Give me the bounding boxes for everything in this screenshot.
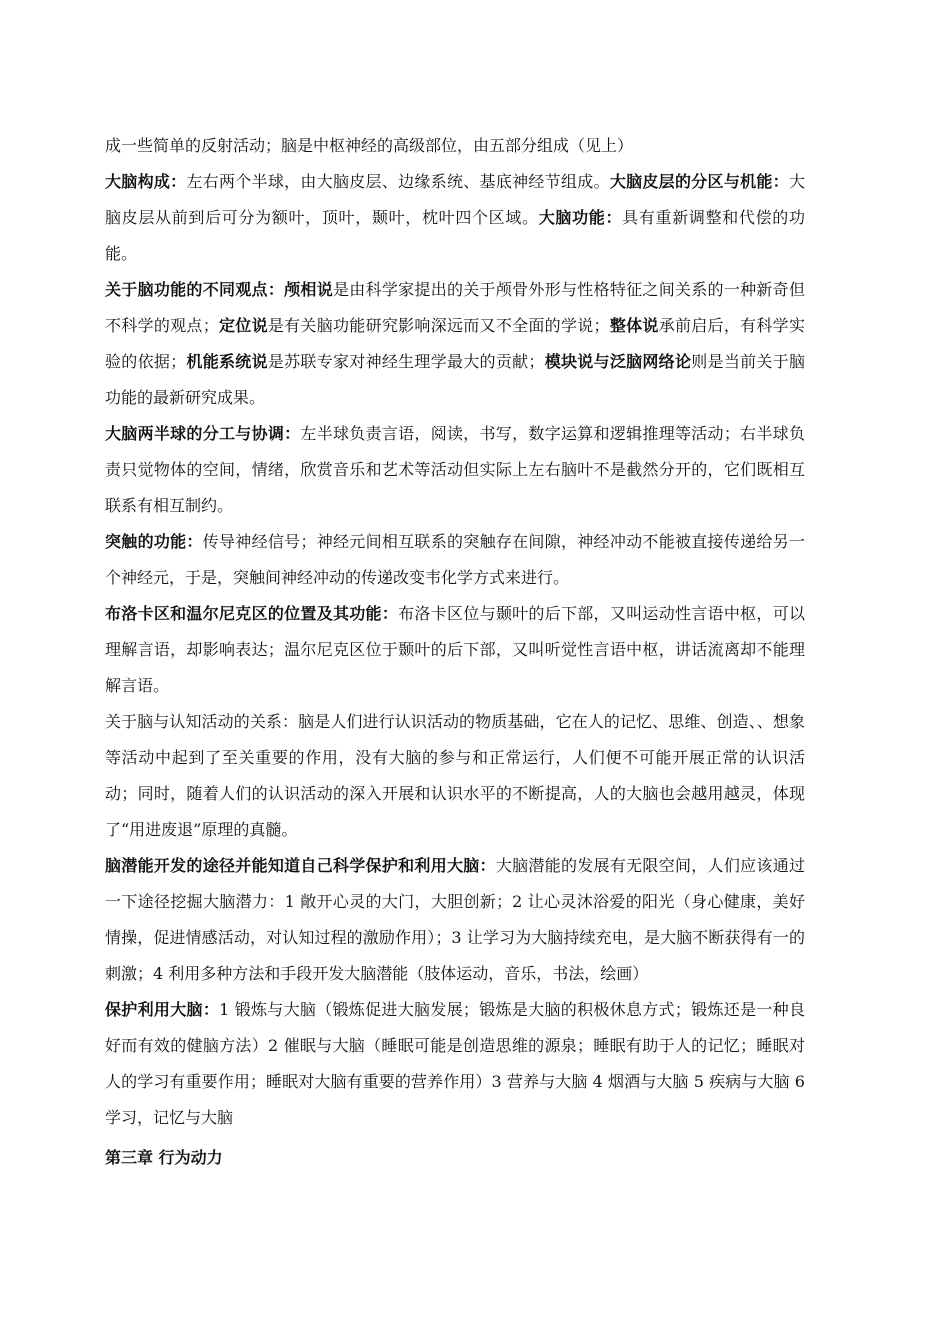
- bold-term: 突触的功能：: [105, 532, 203, 551]
- body-text: 是苏联专家对神经生理学最大的贡献；: [267, 352, 545, 371]
- paragraph: [105, 272, 805, 416]
- body-text: 左右两个半球，由大脑皮层、边缘系统、基底神经节组成。: [186, 172, 610, 191]
- bold-term: 整体说: [609, 316, 659, 335]
- body-text: 传导神经信号；神经元间相互联系的突触存在间隙，神经冲动不能被直接传递给另一个神经元，于是，突触间神经冲动的传递改变韦化学方式来进行。: [105, 532, 805, 587]
- bold-term: 颅相说: [284, 280, 333, 299]
- document-body: [105, 128, 805, 1176]
- paragraph: [105, 848, 805, 992]
- paragraph: [105, 416, 805, 524]
- paragraph: [105, 596, 805, 704]
- body-text: 布洛卡区位与颞叶的后下部，又叫运动性言语中枢，可以理解言语，却影响表达；温尔尼克区位于颞叶的后下部，又叫听觉性言语中枢，讲话流离却不能理解言语。: [105, 604, 805, 695]
- paragraph: [105, 164, 805, 272]
- bold-term: 脑潜能开发的途径并能知道自己科学保护和利用大脑：: [105, 856, 496, 875]
- bold-term: 布洛卡区和温尔尼克区的位置及其功能：: [105, 604, 399, 623]
- paragraph: [105, 704, 805, 848]
- body-text: 是有关脑功能研究影响深远而又不全面的学说；: [267, 316, 610, 335]
- body-text: 成一些简单的反射活动；脑是中枢神经的高级部位，由五部分组成（见上）: [105, 136, 634, 155]
- bold-term: 机能系统说: [186, 352, 268, 371]
- bold-term: 大脑构成：: [105, 172, 187, 191]
- paragraph: [105, 524, 805, 596]
- bold-term: 关于脑功能的不同观点：: [105, 280, 285, 299]
- bold-term: 大脑两半球的分工与协调：: [105, 424, 301, 443]
- body-text: 1 锻炼与大脑（锻炼促进大脑发展；锻炼是大脑的积极休息方式；锻炼还是一种良好而有效的健脑方法）2 催眠与大脑（睡眠可能是创造思维的源泉；睡眠有助于人的记忆；睡眠对人的学习有重要作用；睡眠对大脑有重要的营养作用）3 营养与大脑 4 烟酒与大脑 5 疾病与大脑 6 学习，记忆与大脑: [105, 1000, 805, 1127]
- body-text: 则是当前关于脑功能的最新研究成果。: [105, 352, 805, 407]
- bold-term: 模块说与泛脑网络论: [544, 352, 692, 371]
- bold-term: 保护利用大脑：: [105, 1000, 220, 1019]
- paragraph: [105, 992, 805, 1136]
- body-text: 大脑潜能的发展有无限空间，人们应该通过一下途径挖掘大脑潜力：1 敞开心灵的大门，大胆创新；2 让心灵沐浴爱的阳光（身心健康，美好情操，促进情感活动，对认知过程的激励作用）；3 让学习为大脑持续充电，是大脑不断获得有一的刺激；4 利用多种方法和手段开发大脑潜能（肢体运动，音乐，书法，绘画）: [105, 856, 805, 983]
- body-text: 是由科学家提出的关于颅骨外形与性格特征之间关系的一种新奇但不科学的观点；: [105, 280, 805, 335]
- body-text: 左半球负责言语，阅读，书写，数字运算和逻辑推理等活动；右半球负责只觉物体的空间，情绪，欣赏音乐和艺术等活动但实际上左右脑叶不是截然分开的，它们既相互联系有相互制约。: [105, 424, 805, 515]
- body-text: 大脑皮层从前到后可分为额叶，顶叶，颞叶，枕叶四个区域。: [105, 172, 805, 227]
- body-text: 关于脑与认知活动的关系：脑是人们进行认识活动的物质基础，它在人的记忆、思维、创造、、想象等活动中起到了至关重要的作用，没有大脑的参与和正常运行，人们便不可能开展正常的认识活动；同时，随着人们的认识活动的深入开展和认识水平的不断提高，人的大脑也会越用越灵，体现了“用进废退”原理的真髓。: [105, 712, 805, 839]
- bold-term: 大脑皮层的分区与机能：: [609, 172, 789, 191]
- bold-term: 定位说: [218, 316, 268, 335]
- body-text: 具有重新调整和代偿的功能。: [105, 208, 805, 263]
- chapter-heading: 第三章 行为动力: [105, 1148, 223, 1167]
- body-text: 承前启后，有科学实验的依据；: [105, 316, 805, 371]
- bold-term: 大脑功能：: [538, 208, 623, 227]
- paragraph: [105, 128, 805, 164]
